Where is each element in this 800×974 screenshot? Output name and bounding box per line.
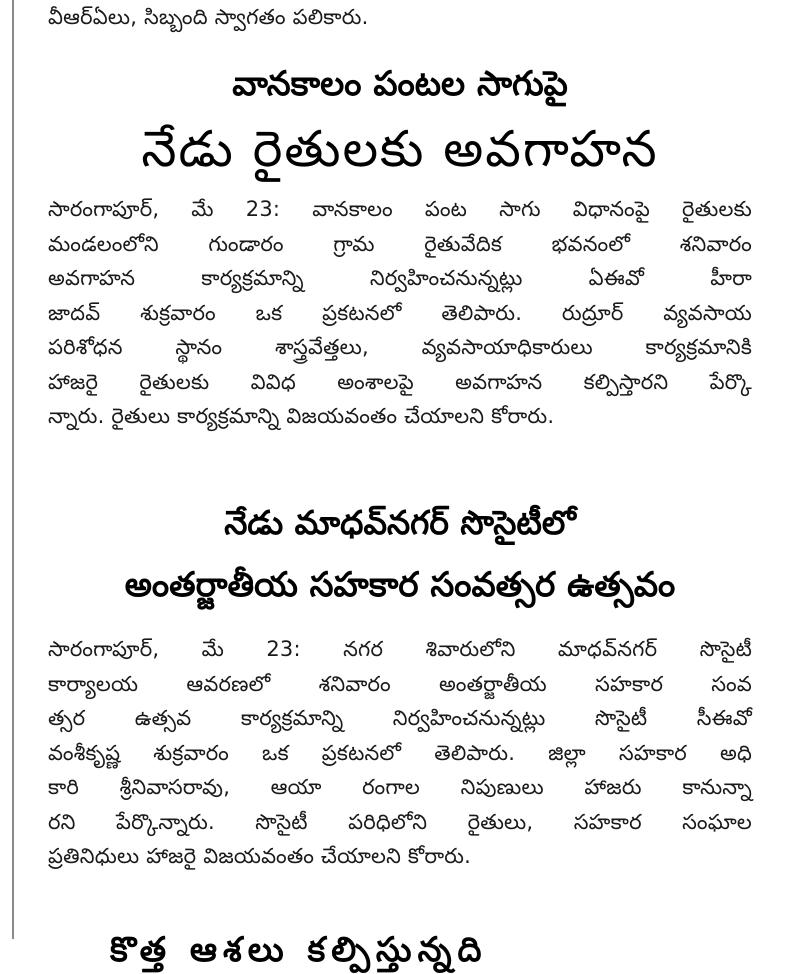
story1-body-line: అవగాహన కార్యక్రమాన్ని నిర్వహించనున్నట్లు ఏఈవో హీరా	[48, 266, 752, 290]
story1-headline-line2: నేడు రైతులకు అవగాహన	[141, 120, 659, 178]
story1-body-line: హాజరై రైతులకు వివిధ అంశాలపై అవగాహన కల్పిస్తారని పేర్కొ	[48, 369, 752, 394]
story1-body-line: మండలంలోని గుండారం గ్రామ రైతువేదిక భవనంలో శనివారం	[48, 231, 752, 256]
next-story-headline-text: కొత్త ఆశలు కల్పిస్తున్నది	[110, 930, 488, 970]
story1-body-line: సారంగాపూర్, మే 23: వానకాలం పంట సాగు విధానంపై రైతులకు	[48, 197, 752, 221]
story2-body-line: కార్యాలయ ఆవరణలో శనివారం అంతర్జాతీయ సహకార సంవ	[48, 671, 752, 696]
story2-body-line: సారంగాపూర్, మే 23: నగర శివారులోని మాధవ్‌నగర్ సొసైటీ	[48, 637, 752, 661]
story2-body	[48, 632, 752, 874]
previous-story-last-line: వీఆర్ఏలు, సిబ్బంది స్వాగతం పలికారు.	[48, 5, 369, 29]
story2-body-line: కారి శ్రీనివాసరావు, ఆయా రంగాల నిపుణులు హాజరు కానున్నా	[48, 775, 752, 799]
story2-body-line: ప్రతినిధులు హాజరై విజయవంతం చేయాలని కోరారు.	[48, 844, 472, 868]
next-story-headline-cropped	[110, 918, 700, 970]
story1-body-line: జాదవ్ శుక్రవారం ఒక ప్రకటనలో తెలిపారు. రుద్రూర్ వ్యవసాయ	[48, 300, 752, 325]
story2-body-line: త్సర ఉత్సవ కార్యక్రమాన్ని నిర్వహించనున్నట్లు సొసైటీ సీఈవో	[48, 706, 752, 730]
story2-headline-line1: నేడు మాధవ్‌నగర్ సొసైటీలో	[224, 503, 576, 542]
story1-body	[48, 192, 752, 434]
story1-headline-line1: వానకాలం పంటల సాగుపై	[232, 64, 568, 104]
story2-body-line: రని పేర్కొన్నారు. సొసైటీ పరిధిలోని రైతులు, సహకార సంఘాల	[48, 809, 752, 834]
column-divider	[12, 0, 14, 939]
story1-body-line: పరిశోధన స్థానం శాస్త్రవేత్తలు, వ్యవసాయాధికారులు కార్యక్రమానికి	[48, 335, 752, 359]
story2-body-line: వంశీకృష్ణ శుక్రవారం ఒక ప్రకటనలో తెలిపారు. జిల్లా సహకార అధి	[48, 740, 752, 765]
story1-body-line: న్నారు. రైతులు కార్యక్రమాన్ని విజయవంతం చేయాలని కోరారు.	[48, 404, 555, 428]
story2-headline-line2: అంతర్జాతీయ సహకార సంవత్సర ఉత్సవం	[124, 565, 676, 605]
